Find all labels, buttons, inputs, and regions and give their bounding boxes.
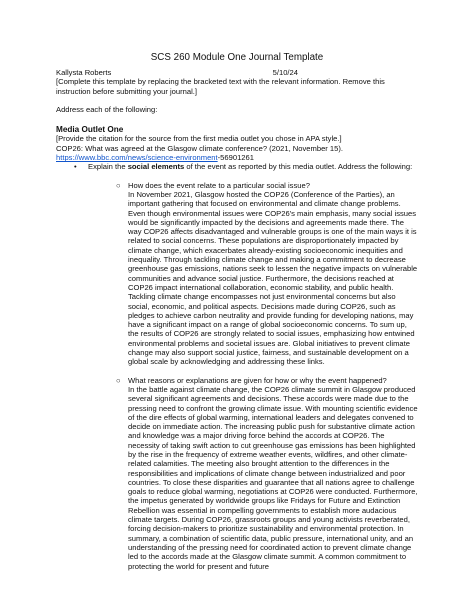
circle-bullet-icon: ○ [116,180,121,190]
answer-1: In November 2021, Glasgow hosted the COP26 (Conference of the Parties), an important gathering that focused on environmental and climate change problems. Even though environmental issues were COP26's main emphasis, many social issues would be significantly impacted by the decisions and agreements made there. The way COP26 affects disadvantaged and vulnerable groups is one of the main ways it is related to social concerns. These populations are disproportionately impacted by climate change, which exacerbates already-existing socioeconomic inequities and inequality. Through tackling climate change and making a commitment to decrease greenhouse gas emissions, nations seek to lessen the negative impacts on vulnerable communities and advance social justice. Furthermore, the decisions reached at COP26 impact international collaboration, economic stability, and public health. Tackling climate change encompasses not just environmental concerns but also social, economic, and political aspects. Decisions made during COP26, such as pledges to achieve carbon neutrality and provide funding for developing nations, may have a significant impact on a range of global socioeconomic concerns. To sum up, the results of COP26 are strongly related to social issues, emphasizing how entwined environmental problems and societal issues are. Global initiatives to prevent climate change may also support social justice, fairness, and sustainable development on a global scale by acknowledging and addressing these links. [128,189,418,367]
question-1 [116,181,418,190]
citation-url-tail: -56901261 [217,153,254,163]
author-name: Kallysta Roberts [56,68,112,77]
citation-instruction: [Provide the citation for the source from the first media outlet you chose in APA style.] [56,134,342,144]
bullet-icon: • [74,162,77,172]
bullet-social-elements [74,162,418,171]
bullet-suffix: of the event as reported by this media outlet. Address the following: [184,162,413,172]
answer-2: In the battle against climate change, the COP26 climate summit in Glasgow produced several significant agreements and decisions. These accords were made due to the pressing need to confront the growing climate issue. With mounting scientific evidence of the dire effects of global warming, international leaders and delegates convened to decide on immediate action. The increasing public push for substantive climate action and knowledge was a major driving force behind the accords at COP26. The necessity of taking swift action to cut greenhouse gas emissions has been highlighted by the rise in the frequency of extreme weather events, wildfires, and other climate-related calamities. The meeting also brought attention to the differences in the responsibilities and implications of climate change between industrialized and poor countries. To close these disparities and guarantee that all nations agree to challenge goals to reduce global warming, negotiations at COP26 were conducted. Furthermore, the impetus generated by worldwide groups like Fridays for Future and Extinction Rebellion was essential in compelling governments to establish more audacious climate targets. During COP26, grassroots groups and young activists reverberated, forcing decision-makers to prioritize sustainability and environmental protection. In summary, a combination of scientific data, public pressure, international unity, and an understanding of the pressing need for coordinated action to prevent climate change led to the accords made at the Glasgow climate summit. A common commitment to protecting the world for present and future [128,384,418,571]
citation-text: COP26: What was agreed at the Glasgow climate conference? (2021, November 15). [56,143,344,153]
section-title: Media Outlet One [56,125,124,135]
question-2-text: What reasons or explanations are given for how or why the event happened? [128,375,387,385]
bullet-prefix: Explain the [88,162,128,172]
question-2 [116,376,418,385]
citation-url-link[interactable]: https://www.bbc.com/news/science-environment [56,153,218,163]
bullet-bold: social elements [127,162,185,172]
submission-date: 5/10/24 [272,68,298,77]
author-line [56,68,418,77]
address-prompt: Address each of the following: [56,104,158,114]
document-title: SCS 260 Module One Journal Template [150,52,324,63]
citation-url-line [56,153,418,162]
question-1-text: How does the event relate to a particular social issue? [128,180,310,190]
template-instructions: [Complete this template by replacing the bracketed text with the relevant information. Remove this instruction before submitting your journal.] [56,77,385,96]
circle-bullet-icon: ○ [116,375,121,385]
bullet-text [88,162,412,171]
